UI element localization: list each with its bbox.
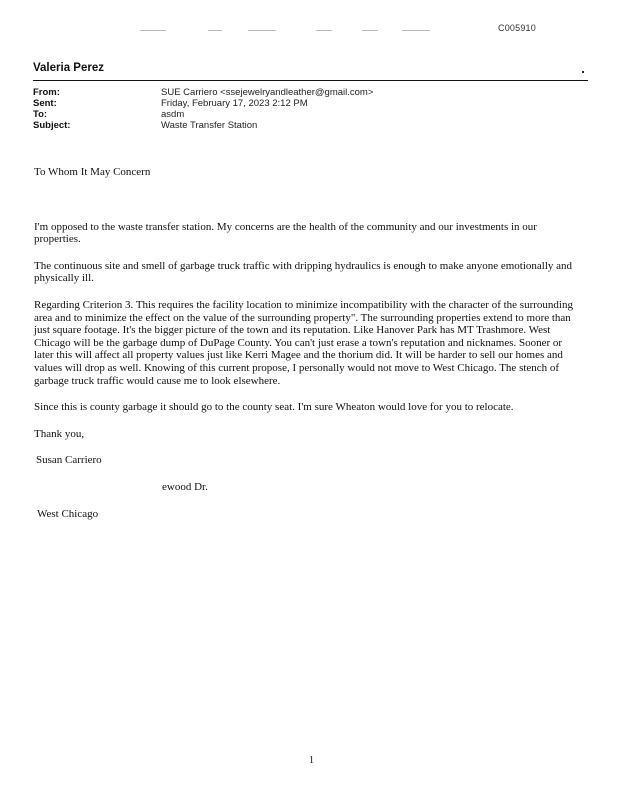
to-row [33,109,373,120]
from-row [33,87,373,98]
paragraph-1: I'm opposed to the waste transfer station. My concerns are the health of the community and our investments in our properties. [34,220,537,246]
subject-value: Waste Transfer Station [161,120,258,131]
to-value: asdm [161,109,185,120]
closing: Thank you, [34,427,85,440]
paragraph-4: Since this is county garbage it should go to the county seat. I'm sure Wheaton would love for you to relocate. [34,401,514,414]
greeting: To Whom It May Concern [34,166,151,178]
sender-name: Valeria Perez [33,62,104,74]
from-label: From: [33,87,60,98]
sent-value: Friday, February 17, 2023 2:12 PM [161,98,308,109]
address-street-line [34,481,579,494]
signature: Susan Carriero [36,454,102,467]
subject-row [33,120,373,131]
speck [582,71,584,73]
page-number: 1 [309,755,314,766]
header-marks [140,30,440,34]
email-body [34,166,579,520]
document-id: C005910 [498,23,536,33]
paragraph-2: The continuous site and smell of garbage truck traffic with dripping hydraulics is enough to make anyone emotionally and physically ill. [34,259,573,285]
sent-row [33,98,373,109]
subject-label: Subject: [33,120,71,131]
email-header [33,87,373,131]
address-street: ewood Dr. [162,480,208,493]
to-label: To: [33,109,48,120]
sent-label: Sent: [33,98,57,109]
address-city: West Chicago [37,507,99,520]
from-value: SUE Carriero <ssejewelryandleather@gmail.com> [161,87,374,98]
header-rule [33,80,588,81]
paragraph-3: Regarding Criterion 3. This requires the facility location to minimize incompatibility with the character of the surrounding area and to minimize the effect on the value of the surrounding property". The surrounding properties extend to more than just square footage. It's the bigger picture of the town and its reputation. Like Hanover Park has MT Trashmore. West Chicago will be the garbage dump of DuPage County. You can't just erase a town's reputation and nicknames. Sooner or later this will affect all property values just like Kerri Magee and the thorium did. It will be harder to sell our homes and values will drop as well. Knowing of this current propose, I personally would not move to West Chicago. The stench of garbage truck traffic would cause me to look elsewhere. [34,298,573,387]
